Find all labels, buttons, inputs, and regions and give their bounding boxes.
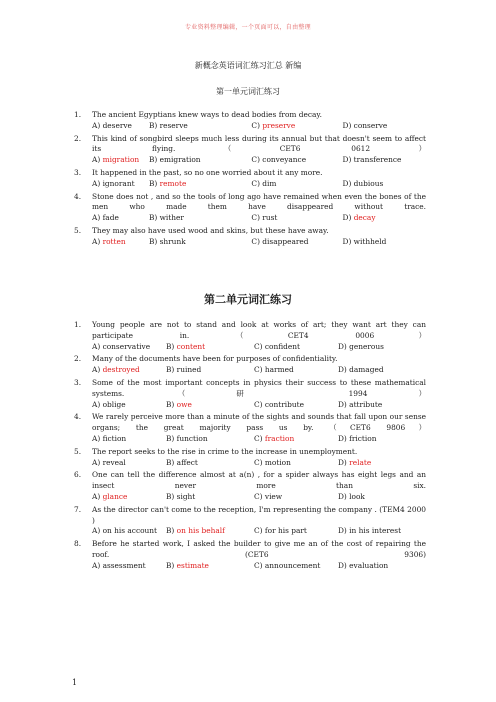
question-stem: Some of the most important concepts in physics their success to these mathematical systems. （研 1994） [92,377,426,398]
question-stem: This kind of songbird sleeps much less during its annual but that doesn't seem to affect its flying.（CET6 0612） [92,133,426,154]
answer-option: A) on his account [92,526,158,536]
correct-answer: fraction [264,433,295,443]
answer-option-correct: B) on his behalf [166,526,225,536]
answer-options [92,400,426,411]
answer-option: B) function [166,433,208,443]
answer-option: C) conveyance [251,155,307,165]
question-stem: One can tell the difference almost at a(n) , for a spider always has eight legs and an insect never more than six. [92,470,426,491]
answer-option: C) motion [254,457,291,467]
question-item [74,110,426,132]
answer-option: A) assessment [92,560,146,570]
answer-option: D) transference [342,155,402,165]
question-item [74,378,426,410]
answer-option: D) dubious [342,178,384,188]
answer-option-correct: B) estimate [166,560,209,570]
answer-option-correct: C) fraction [254,433,295,443]
question-stem: Before he started work, I asked the builder to give me an of the cost of repairing the roof. (CET6 9306) [92,539,426,559]
question-stem: Many of the documents have been for purposes of confidentiality. [92,354,338,364]
question-number: 3. [74,167,82,177]
question-number: 1. [74,320,82,329]
question-stem: It happened in the past, so no one worried about it any more. [92,167,323,177]
question-stem: Stone does not , and so the tools of long ago have remained when even the bones of the men who made them have disappeared without trace. [92,191,426,212]
answer-option: B) ruined [166,365,202,375]
answer-options [92,526,426,537]
question-stem: We rarely perceive more than a minute of the sights and sounds that fall upon our sense organs; the great majority pass us by. （CET6 9806） [92,412,426,433]
section1-question-list [74,110,426,250]
answer-option-correct: D) relate [338,457,372,467]
correct-answer: content [176,341,206,351]
question-item [74,168,426,190]
section1-title: 第一单元词汇练习 [216,87,280,96]
answer-options [92,561,426,572]
question-item [74,226,426,248]
answer-option-correct: B) remote [148,178,187,188]
answer-option: C) dim [251,178,277,188]
answer-option: A) ignorant [92,178,135,188]
question-stem: The report seeks to the rise in crime to the increase in unemployment. [92,446,358,456]
answer-option: B) emigration [148,155,201,165]
correct-answer: preserve [262,120,296,130]
answer-option: C) rust [251,213,278,223]
answer-option: C) for his part [254,526,307,536]
answer-option: D) evaluation [338,560,389,570]
answer-options [92,365,426,376]
answer-option-correct: A) destroyed [92,365,140,375]
question-stem: Young people are not to stand and look at works of art; they want art they can participate in. （CET4 0006） [92,320,426,340]
answer-option: A) deserve [92,120,132,130]
question-stem: They may also have used wood and skins, but these have away. [92,225,329,235]
question-item [74,412,426,444]
answer-option: A) conservative [92,341,151,351]
correct-answer: rotten [102,236,126,246]
answer-option: A) fade [92,213,119,223]
answer-option: C) view [254,491,283,501]
question-item [74,539,426,571]
correct-answer: glance [102,491,128,501]
answer-options [92,121,426,132]
answer-option-correct: D) decay [342,213,376,223]
page-number: 1 [72,678,78,687]
answer-option-correct: A) rotten [92,236,126,246]
answer-option-correct: A) migration [92,155,140,165]
answer-options [92,179,426,190]
correct-answer: owe [176,399,192,409]
answer-option: A) reveal [92,457,126,467]
answer-options [92,458,426,469]
document-title: 新概念英语词汇练习汇总 新编 [194,61,302,70]
correct-answer: relate [349,457,372,467]
answer-option: D) attribute [338,399,383,409]
answer-option: C) harmed [254,365,294,375]
question-number: 1. [74,110,82,119]
answer-option: A) fiction [92,433,127,443]
section2-title: 第二单元词汇练习 [204,293,292,306]
section2-question-list [74,320,426,574]
answer-option: C) contribute [254,399,304,409]
question-number: 7. [74,504,82,514]
answer-option-correct: C) preserve [251,120,296,130]
question-number: 8. [74,539,82,549]
question-number: 5. [74,225,82,235]
question-number: 4. [74,412,82,422]
answer-option-correct: B) content [166,341,206,351]
question-number: 2. [74,133,82,143]
answer-option: A) oblige [92,399,126,409]
answer-option: D) friction [338,433,377,443]
question-item [74,470,426,502]
question-item [74,354,426,376]
question-item [74,320,426,352]
question-stem: The ancient Egyptians knew ways to dead bodies from decay. [92,110,322,119]
correct-answer: destroyed [102,365,140,375]
answer-option-correct: B) owe [166,399,192,409]
correct-answer: on his behalf [176,526,225,536]
answer-options [92,155,426,166]
question-stem: As the director can't come to the reception, I'm representing the company . (TEM4 2000 ) [92,504,426,525]
correct-answer: remote [159,178,187,188]
answer-option: B) wither [148,213,184,223]
answer-option: D) look [338,491,365,501]
correct-answer: estimate [176,560,209,570]
answer-option: B) affect [166,457,198,467]
header-watermark: 专业资料整理编辑，一个页面可以，自由整理 [184,24,311,31]
answer-option: D) generous [338,341,384,351]
question-item [74,447,426,469]
answer-options [92,434,426,445]
question-number: 4. [74,191,82,201]
answer-options [92,492,426,503]
question-number: 6. [74,470,82,480]
answer-option: D) in his interest [338,526,402,536]
answer-option: C) announcement [254,560,321,570]
answer-options [92,342,426,353]
answer-option: B) sight [166,491,196,501]
correct-answer: decay [353,213,376,223]
question-item [74,505,426,537]
answer-option: D) withheld [342,236,387,246]
question-number: 3. [74,377,82,387]
question-number: 5. [74,446,82,456]
answer-option: D) conserve [342,120,388,130]
answer-option: B) shrunk [148,236,186,246]
answer-option: C) confident [254,341,301,351]
question-item [74,134,426,166]
answer-option: B) reserve [148,120,188,130]
answer-options [92,213,426,224]
question-item [74,192,426,224]
answer-option: D) damaged [338,365,384,375]
answer-options [92,237,426,248]
answer-option: C) disappeared [251,236,309,246]
answer-option-correct: A) glance [92,491,128,501]
correct-answer: migration [102,155,140,165]
question-number: 2. [74,354,82,364]
